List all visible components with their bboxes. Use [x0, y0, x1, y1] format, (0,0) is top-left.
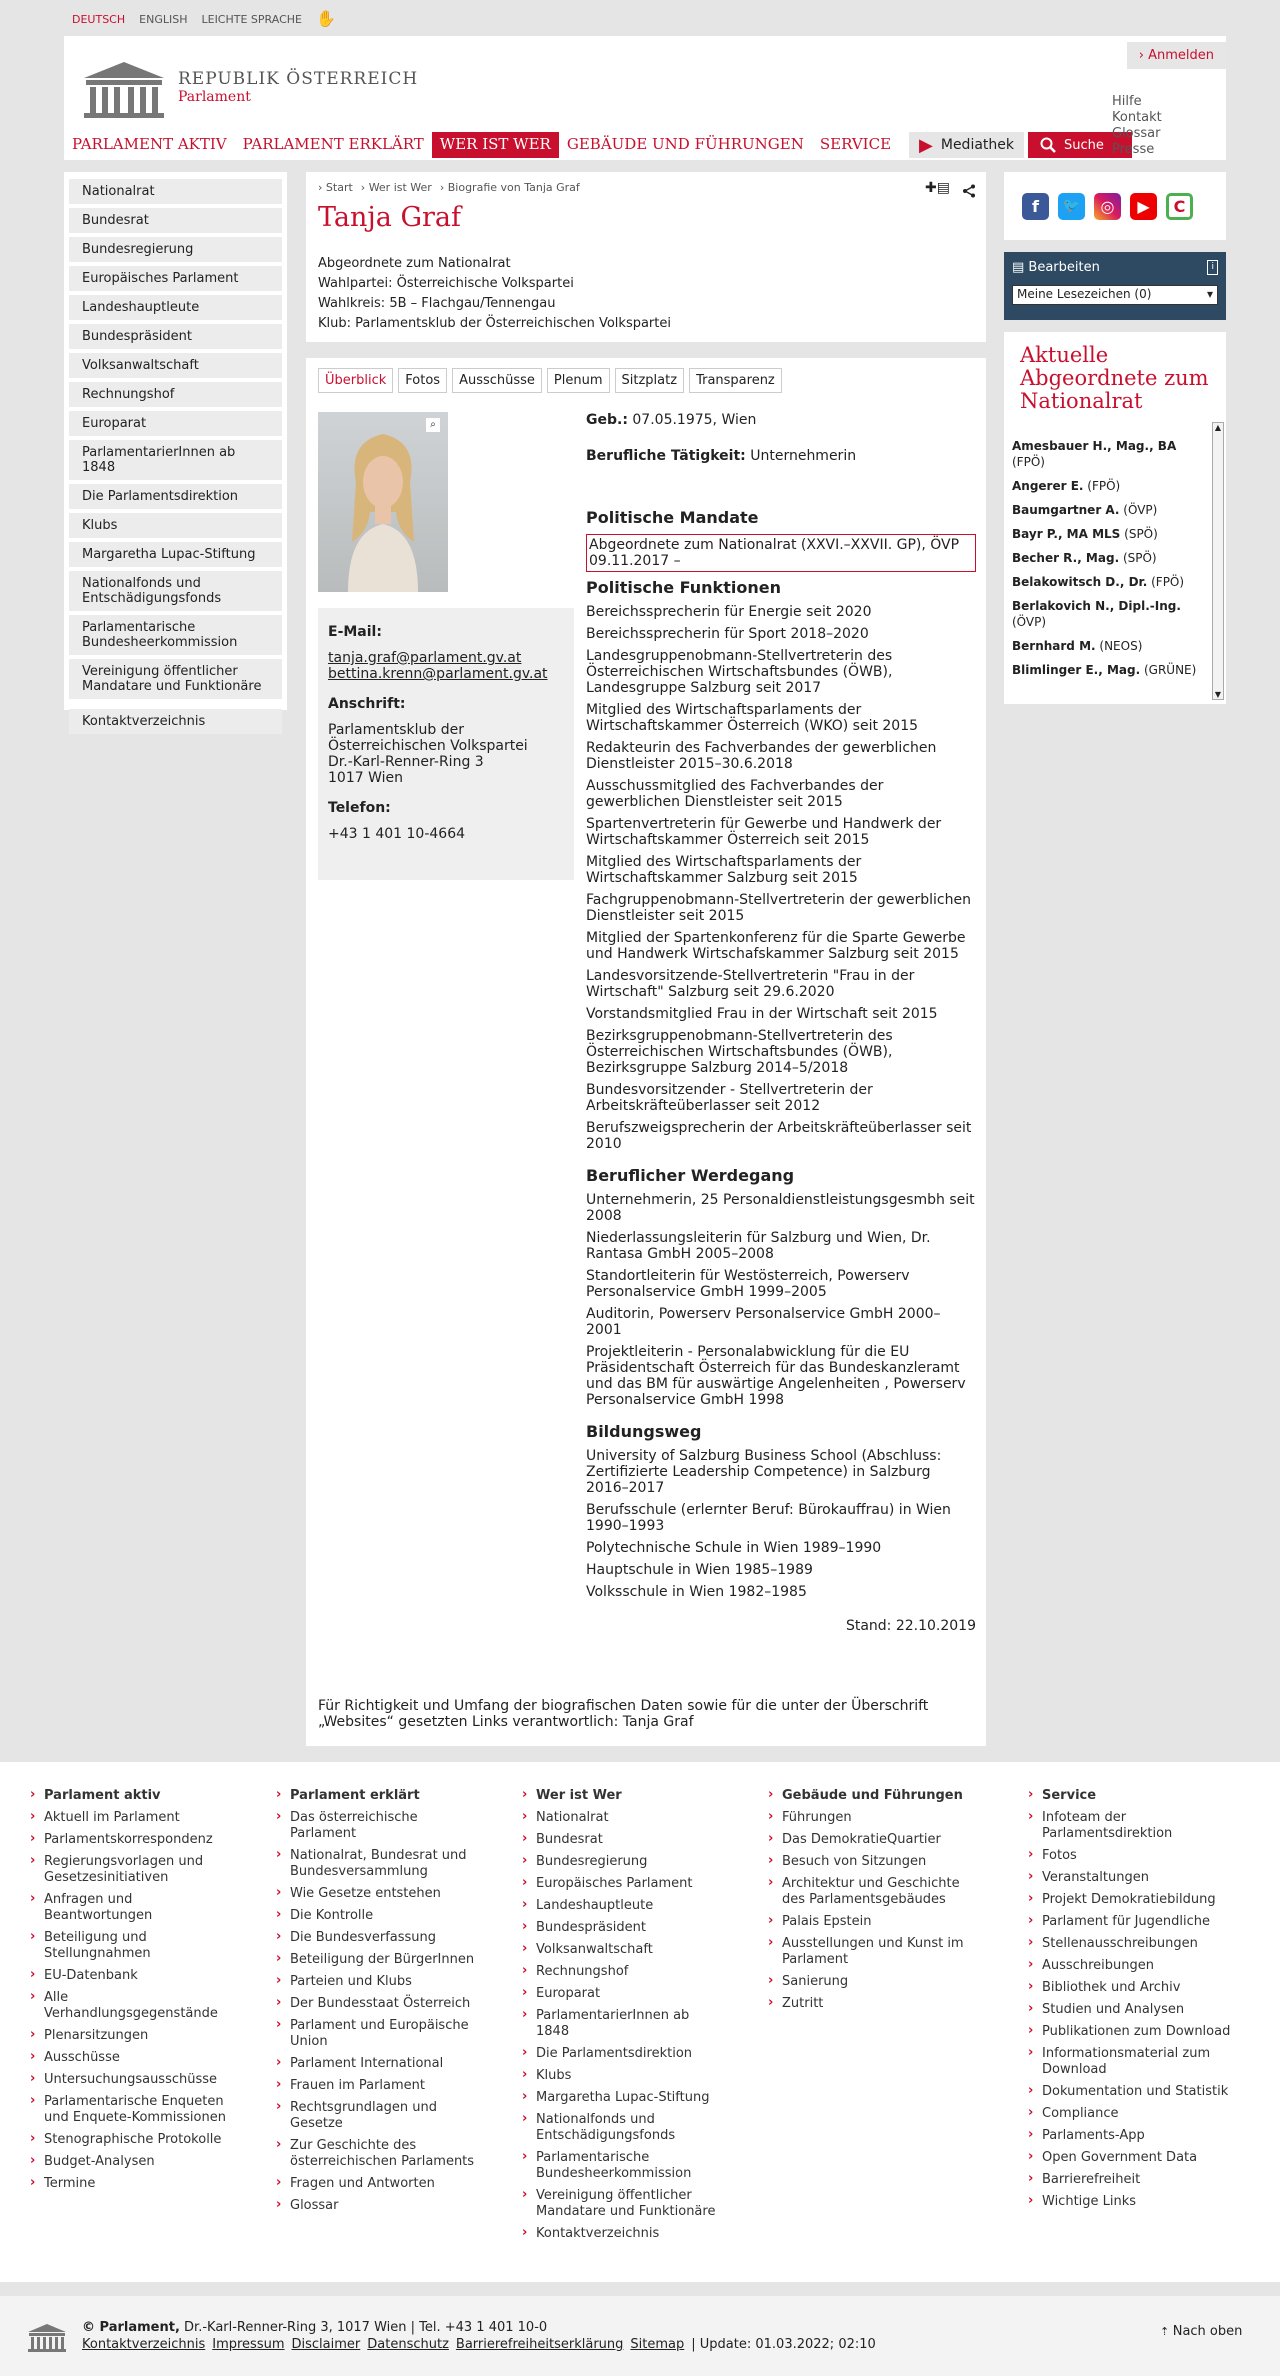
education-item: Volksschule in Wien 1982–1985: [586, 1584, 807, 1600]
footer-link[interactable]: › EU-Datenbank: [30, 1968, 230, 1984]
address-line-2: Dr.-Karl-Renner-Ring 3: [328, 754, 484, 770]
footer-link[interactable]: › Volksanwaltschaft: [522, 1942, 722, 1958]
footer-link[interactable]: › Kontaktverzeichnis: [522, 2226, 722, 2242]
member-item[interactable]: [1012, 638, 1208, 654]
footer-link[interactable]: › Parlamentarische Bundesheerkommission: [522, 2150, 722, 2182]
footer-heading[interactable]: › Gebäude und Führungen: [768, 1788, 978, 1804]
footer-link[interactable]: › Das DemokratieQuartier: [768, 1832, 978, 1848]
footer-link-list: [522, 1810, 722, 2242]
main-content: [306, 358, 986, 1746]
footer-link[interactable]: › Parlament für Jugendliche: [1028, 1914, 1238, 1930]
back-to-top-button[interactable]: [1160, 2324, 1242, 2339]
education-item: Berufsschule (erlernter Beruf: Bürokauffrau) in Wien 1990–1993: [586, 1502, 951, 1534]
sidebar-item-kontaktverzeichnis[interactable]: Kontaktverzeichnis: [69, 709, 282, 734]
career-item: Niederlassungsleiterin für Salzburg und Wien, Dr. Rantasa GmbH 2005–2008: [586, 1230, 931, 1262]
phone-number: +43 1 401 10-4664: [328, 826, 466, 842]
footer-link[interactable]: › Besuch von Sitzungen: [768, 1854, 978, 1870]
sidebar-item-bundesregierung[interactable]: Bundesregierung: [69, 237, 282, 262]
nav-gebaeude-und-fuehrungen[interactable]: GEBÄUDE UND FÜHRUNGEN: [566, 135, 804, 153]
sidebar-item-landeshauptleute[interactable]: Landeshauptleute: [69, 295, 282, 320]
sidebar-item-klubs[interactable]: Klubs: [69, 513, 282, 538]
footer-link[interactable]: › Ausstellungen und Kunst im Parlament: [768, 1936, 978, 1968]
sidebar-item-volksanwaltschaft[interactable]: Volksanwaltschaft: [69, 353, 282, 378]
link-impressum[interactable]: Impressum: [212, 2337, 285, 2352]
sidebar-navigation: [64, 172, 287, 729]
tab-ueberblick[interactable]: Überblick: [318, 368, 393, 393]
instagram-icon[interactable]: ◎: [1094, 193, 1121, 220]
breadcrumb-current-label: Biografie von Tanja Graf: [447, 181, 580, 194]
nav-parlament-erklaert[interactable]: PARLAMENT ERKLÄRT: [242, 135, 424, 153]
function-item: Landesvorsitzende-Stellvertreterin "Frau in der Wirtschaft" Salzburg seit 29.6.2020: [586, 968, 915, 1000]
chevron-down-icon: ▾: [1206, 287, 1213, 301]
footer-link[interactable]: › Anfragen und Beantwortungen: [30, 1892, 230, 1924]
member-name: Belakowitsch D., Dr.: [1012, 575, 1148, 589]
bookmark-add-icon[interactable]: ✚▤: [925, 180, 950, 196]
footer-link[interactable]: › Fragen und Antworten: [276, 2176, 476, 2192]
footer-link[interactable]: › Budget-Analysen: [30, 2154, 230, 2170]
breadcrumb-wer-ist-wer-label: Wer ist Wer: [368, 181, 432, 194]
footer-link[interactable]: › Die Parlamentsdirektion: [522, 2046, 722, 2062]
footer-link[interactable]: › Beteiligung und Stellungnahmen: [30, 1930, 230, 1962]
footer-col-parlament-erklaert: [276, 1788, 476, 2220]
lang-deutsch[interactable]: DEUTSCH: [72, 13, 126, 26]
member-party: (ÖVP): [1012, 615, 1047, 629]
career-item: Standortleiterin für Westösterreich, Powerserv Personalservice GmbH 1999–2005: [586, 1268, 910, 1300]
footer-link[interactable]: › Die Kontrolle: [276, 1908, 476, 1924]
twitter-icon[interactable]: 🐦: [1058, 193, 1085, 220]
sidebar-item-bundesheerkommission[interactable]: Parlamentarische Bundesheerkommission: [69, 615, 282, 655]
contact-box: [318, 608, 574, 880]
sidebar-item-lupac-stiftung[interactable]: Margaretha Lupac-Stiftung: [69, 542, 282, 567]
lang-leichte-sprache[interactable]: LEICHTE SPRACHE: [201, 13, 302, 26]
member-item[interactable]: [1012, 478, 1208, 494]
bookmark-panel: [1004, 252, 1226, 320]
phone-heading: Telefon:: [328, 800, 391, 816]
mandate-heading: Politische Mandate: [586, 508, 759, 527]
education-item: Hauptschule in Wien 1985–1989: [586, 1562, 813, 1578]
footer-link[interactable]: › Infoteam der Parlamentsdirektion: [1028, 1810, 1238, 1842]
youtube-icon[interactable]: ▶: [1130, 193, 1157, 220]
biography: [586, 412, 976, 1634]
parliament-building-icon: [80, 56, 168, 118]
member-name: Berlakovich N., Dipl.-Ing.: [1012, 599, 1181, 613]
sidebar-item-nationalfonds[interactable]: Nationalfonds und Entschädigungsfonds: [69, 571, 282, 611]
link-kontaktverzeichnis[interactable]: Kontaktverzeichnis: [82, 2337, 206, 2352]
tab-ausschuesse[interactable]: Ausschüsse: [452, 368, 542, 393]
footer-address-text: Dr.-Karl-Renner-Ring 3, 1017 Wien | Tel. +43 1 401 10-0: [184, 2320, 548, 2335]
person-role: Abgeordnete zum Nationalrat: [318, 256, 511, 271]
footer-link[interactable]: › Publikationen zum Download: [1028, 2024, 1238, 2040]
footer-link[interactable]: › Aktuell im Parlament: [30, 1810, 230, 1826]
footer-link[interactable]: › Projekt Demokratiebildung: [1028, 1892, 1238, 1908]
member-item[interactable]: [1012, 550, 1208, 566]
footer-link[interactable]: › Compliance: [1028, 2106, 1238, 2122]
link-datenschutz[interactable]: Datenschutz: [367, 2337, 449, 2352]
footer-link-list: [30, 1810, 230, 2192]
footer-link[interactable]: › Parlamentskorrespondenz: [30, 1832, 230, 1848]
footer-link[interactable]: › Zur Geschichte des österreichischen Parlaments: [276, 2138, 476, 2170]
footer-link[interactable]: › Parlament International: [276, 2056, 476, 2072]
career-item: Unternehmerin, 25 Personaldienstleistungsgesmbh seit 2008: [586, 1192, 975, 1224]
footer-heading[interactable]: › Wer ist Wer: [522, 1788, 722, 1804]
edit-label: Bearbeiten: [1028, 260, 1100, 275]
member-party: (ÖVP): [1119, 503, 1158, 517]
member-party: (FPÖ): [1147, 575, 1185, 589]
footer-link[interactable]: › Palais Epstein: [768, 1914, 978, 1930]
footer-link[interactable]: › Wichtige Links: [1028, 2194, 1238, 2210]
language-bar: [72, 9, 336, 28]
footer-link[interactable]: › Vereinigung öffentlicher Mandatare und Funktionäre: [522, 2188, 722, 2220]
job-value: Unternehmerin: [750, 448, 857, 464]
member-name: Amesbauer H., Mag., BA: [1012, 439, 1177, 453]
tab-sitzplatz[interactable]: Sitzplatz: [615, 368, 685, 393]
footer-link[interactable]: › Nationalrat: [522, 1810, 722, 1826]
footer-link[interactable]: › Parlamentarische Enqueten und Enquete-Kommissionen: [30, 2094, 230, 2126]
address-line-1: Parlamentsklub der Österreichischen Volkspartei: [328, 722, 528, 754]
career-list: [586, 1192, 976, 1408]
footer-link[interactable]: › Rechnungshof: [522, 1964, 722, 1980]
link-barrierefreiheit[interactable]: Barrierefreiheitserklärung: [455, 2337, 624, 2352]
footer-link[interactable]: › Bundesrat: [522, 1832, 722, 1848]
mandate-item: Abgeordnete zum Nationalrat (XXVI.–XXVII. GP), ÖVP 09.11.2017 –: [586, 534, 976, 572]
nav-parlament-aktiv[interactable]: PARLAMENT AKTIV: [72, 135, 227, 153]
footer-link[interactable]: › Bibliothek und Archiv: [1028, 1980, 1238, 1996]
member-party: (SPÖ): [1120, 527, 1158, 541]
site-footer: [0, 1762, 1280, 2282]
nav-wer-ist-wer[interactable]: WER IST WER: [432, 132, 559, 158]
education-item: University of Salzburg Business School (Abschluss: Zertifizierte Leadership Competence) in Salzburg 2016–2017: [586, 1448, 942, 1496]
person-facts: [318, 254, 671, 334]
career-item: Projektleiterin - Personalabwicklung für die EU Präsidentschaft Österreich für das Bundeskanzleramt und das BM für auswärtige Angelenheiten , Powerserv Personalservice GmbH 1998: [586, 1344, 966, 1408]
sidebar-item-parlamentarier-ab-1848[interactable]: ParlamentarierInnen ab 1848: [69, 440, 282, 480]
footer-col-wer-ist-wer: [522, 1788, 722, 2248]
footer-legal-links: [82, 2337, 876, 2352]
footer-heading[interactable]: › Service: [1028, 1788, 1238, 1804]
footer-col-gebaeude: [768, 1788, 978, 2018]
scroll-up-icon[interactable]: ▲: [1214, 423, 1222, 432]
sign-language-icon[interactable]: ✋: [315, 9, 336, 28]
mediathek-button[interactable]: [909, 132, 1024, 158]
member-item[interactable]: [1012, 526, 1208, 542]
footer-link[interactable]: › Open Government Data: [1028, 2150, 1238, 2166]
function-item: Fachgruppenobmann-Stellvertreterin der gewerblichen Dienstleister seit 2015: [586, 892, 971, 924]
footer-col-parlament-aktiv: [30, 1788, 230, 2198]
footer-link[interactable]: › Parteien und Klubs: [276, 1974, 476, 1990]
footer-link[interactable]: › Regierungsvorlagen und Gesetzesinitiativen: [30, 1854, 230, 1886]
member-name: Blimlinger E., Mag.: [1012, 663, 1141, 677]
address-heading: Anschrift:: [328, 696, 406, 712]
footer-link[interactable]: › Sanierung: [768, 1974, 978, 1990]
sidebar-item-parlamentsdirektion[interactable]: Die Parlamentsdirektion: [69, 484, 282, 509]
career-item: Auditorin, Powerserv Personalservice GmbH 2000–2001: [586, 1306, 941, 1338]
member-name: Baumgartner A.: [1012, 503, 1120, 517]
mediathek-label: Mediathek: [940, 137, 1014, 153]
bottom-bar: [0, 2296, 1280, 2376]
member-name: Becher R., Mag.: [1012, 551, 1120, 565]
sidebar-item-europarat[interactable]: Europarat: [69, 411, 282, 436]
education-heading: Bildungsweg: [586, 1422, 702, 1441]
birth-value: 07.05.1975, Wien: [632, 412, 757, 428]
footer-org: © Parlament,: [82, 2320, 180, 2335]
career-heading: Beruflicher Werdegang: [586, 1166, 795, 1185]
portrait-photo[interactable]: [318, 412, 448, 592]
member-party: (FPÖ): [1012, 455, 1045, 469]
login-label: Anmelden: [1148, 48, 1214, 63]
tab-fotos[interactable]: Fotos: [398, 368, 447, 393]
footer-link[interactable]: › Parlament und Europäische Union: [276, 2018, 476, 2050]
page-title: Tanja Graf: [318, 202, 462, 233]
functions-heading: Politische Funktionen: [586, 578, 781, 597]
tab-transparenz[interactable]: Transparenz: [689, 368, 782, 393]
link-hilfe[interactable]: Hilfe: [1112, 94, 1142, 109]
chevron-right-icon: ›: [1138, 48, 1149, 63]
nav-service[interactable]: SERVICE: [819, 135, 892, 153]
function-item: Bereichssprecherin für Sport 2018–2020: [586, 626, 869, 642]
bookmark-select[interactable]: [1012, 285, 1218, 305]
footer-link[interactable]: › Plenarsitzungen: [30, 2028, 230, 2044]
member-party: (SPÖ): [1119, 551, 1157, 565]
arrow-up-icon: ⇡: [1160, 2325, 1173, 2338]
edit-icon: ▤: [1012, 260, 1029, 275]
sidebar-item-europaeisches-parlament[interactable]: Europäisches Parlament: [69, 266, 282, 291]
footer-link[interactable]: › Europäisches Parlament: [522, 1876, 722, 1892]
social-media-bar: [1004, 172, 1226, 240]
footer-link[interactable]: › Glossar: [276, 2198, 476, 2214]
member-item[interactable]: [1012, 574, 1208, 590]
footer-link[interactable]: › Nationalrat, Bundesrat und Bundesversammlung: [276, 1848, 476, 1880]
sidebar-item-bundespraesident[interactable]: Bundespräsident: [69, 324, 282, 349]
footer-link[interactable]: › Europarat: [522, 1986, 722, 2002]
function-item: Bundesvorsitzender - Stellvertreterin der Arbeitskräfteüberlasser seit 2012: [586, 1082, 873, 1114]
footer-heading[interactable]: › Parlament aktiv: [30, 1788, 230, 1804]
right-sidebar: [1004, 172, 1226, 704]
footer-link[interactable]: › Untersuchungsausschüsse: [30, 2072, 230, 2088]
back-to-top-label: Nach oben: [1172, 2324, 1243, 2339]
tab-plenum[interactable]: Plenum: [547, 368, 610, 393]
link-presse[interactable]: Presse: [1112, 142, 1155, 157]
footer-link[interactable]: › Fotos: [1028, 1848, 1238, 1864]
person-club: Klub: Parlamentsklub der Österreichischen Volkspartei: [318, 316, 671, 331]
current-members-title: Aktuelle Abgeordnete zum Nationalrat: [1020, 343, 1209, 413]
footer-link[interactable]: › Parlaments-App: [1028, 2128, 1238, 2144]
job-label: Berufliche Tätigkeit:: [586, 448, 746, 464]
member-party: (FPÖ): [1083, 479, 1121, 493]
footer-link[interactable]: › Bundespräsident: [522, 1920, 722, 1936]
birth-label: Geb.:: [586, 412, 628, 428]
member-item[interactable]: [1012, 662, 1208, 678]
footer-link-list: [1028, 1810, 1238, 2210]
footer-link[interactable]: › Margaretha Lupac-Stiftung: [522, 2090, 722, 2106]
education-item: Polytechnische Schule in Wien 1989–1990: [586, 1540, 882, 1556]
edit-button[interactable]: [1012, 260, 1100, 275]
member-name: Bernhard M.: [1012, 639, 1096, 653]
scroll-down-icon[interactable]: ▼: [1214, 690, 1222, 699]
footer-link[interactable]: › Der Bundesstaat Österreich: [276, 1996, 476, 2012]
footer-link[interactable]: › Studien und Analysen: [1028, 2002, 1238, 2018]
footer-link[interactable]: › Stenographische Protokolle: [30, 2132, 230, 2148]
footer-link[interactable]: › Landeshauptleute: [522, 1898, 722, 1914]
footer-link[interactable]: › Alle Verhandlungsgegenstände: [30, 1990, 230, 2022]
footer-link[interactable]: › Klubs: [522, 2068, 722, 2084]
footer-link[interactable]: › Veranstaltungen: [1028, 1870, 1238, 1886]
update-date: | Update: 01.03.2022; 02:10: [691, 2337, 876, 2352]
disclaimer-text: Für Richtigkeit und Umfang der biografischen Daten sowie für die unter der Überschrift „Websites“ gesetzten Links verantwortlich: Tanja Graf: [318, 1698, 929, 1730]
parliament-logo-icon: [26, 2322, 68, 2352]
footer-link[interactable]: › Architektur und Geschichte des Parlamentsgebäudes: [768, 1876, 978, 1908]
footer-link[interactable]: › Führungen: [768, 1810, 978, 1826]
play-icon: ▶: [919, 134, 933, 156]
link-disclaimer[interactable]: Disclaimer: [291, 2337, 361, 2352]
footer-link[interactable]: › Ausschüsse: [30, 2050, 230, 2066]
logo[interactable]: [80, 56, 418, 118]
email-link-1[interactable]: tanja.graf@parlament.gv.at: [328, 650, 522, 666]
footer-col-service: [1028, 1788, 1238, 2216]
link-kontakt[interactable]: Kontakt: [1112, 110, 1162, 125]
app-icon[interactable]: C: [1166, 193, 1193, 220]
members-list: [1012, 438, 1208, 686]
service-links: [1112, 94, 1162, 158]
bookmark-select-value: Meine Lesezeichen (0): [1017, 287, 1152, 301]
profile-header: [306, 172, 986, 342]
function-item: Vorstandsmitglied Frau in der Wirtschaft seit 2015: [586, 1006, 938, 1022]
member-name: Bayr P., MA MLS: [1012, 527, 1121, 541]
education-list: [586, 1448, 976, 1600]
footer-link[interactable]: › Frauen im Parlament: [276, 2078, 476, 2094]
footer-link[interactable]: › Zutritt: [768, 1996, 978, 2012]
function-item: Spartenvertreterin für Gewerbe und Handwerk der Wirtschaftskammer Österreich seit 2015: [586, 816, 942, 848]
footer-link[interactable]: › Wie Gesetze entstehen: [276, 1886, 476, 1902]
footer-link[interactable]: › Bundesregierung: [522, 1854, 722, 1870]
breadcrumb-start-label: Start: [325, 181, 353, 194]
footer-link[interactable]: › Das österreichische Parlament: [276, 1810, 476, 1842]
logo-subtitle: Parlament: [178, 89, 251, 105]
breadcrumb: [318, 181, 580, 194]
footer-link[interactable]: › Beteiligung der BürgerInnen: [276, 1952, 476, 1968]
lang-english[interactable]: ENGLISH: [139, 13, 188, 26]
functions-list: [586, 604, 976, 1152]
member-party: (NEOS): [1095, 639, 1143, 653]
breadcrumb-wer-ist-wer[interactable]: › Wer ist Wer: [360, 181, 432, 194]
member-item[interactable]: [1012, 598, 1208, 630]
function-item: Redakteurin des Fachverbandes der gewerblichen Dienstleister 2015–30.6.2018: [586, 740, 937, 772]
sidebar-item-bundesrat[interactable]: Bundesrat: [69, 208, 282, 233]
footer-link[interactable]: › Rechtsgrundlagen und Gesetze: [276, 2100, 476, 2132]
footer-heading[interactable]: › Parlament erklärt: [276, 1788, 476, 1804]
function-item: Mitglied des Wirtschaftsparlaments der Wirtschaftskammer Österreich (WKO) seit 2015: [586, 702, 919, 734]
breadcrumb-start[interactable]: › Start: [318, 181, 353, 194]
footer-link[interactable]: › ParlamentarierInnen ab 1848: [522, 2008, 722, 2040]
footer-link[interactable]: › Ausschreibungen: [1028, 1958, 1238, 1974]
footer-link[interactable]: › Die Bundesverfassung: [276, 1930, 476, 1946]
main-navigation: [64, 132, 1132, 158]
function-item: Landesgruppenobmann-Stellvertreterin des Österreichischen Wirtschaftsbundes (ÖWB), Landesgruppe Salzburg seit 2017: [586, 648, 893, 696]
breadcrumb-current: › Biografie von Tanja Graf: [439, 181, 580, 194]
function-item: Bereichssprecherin für Energie seit 2020: [586, 604, 872, 620]
share-icon[interactable]: [962, 184, 976, 198]
member-party: (GRÜNE): [1140, 663, 1197, 677]
footer-link[interactable]: › Stellenausschreibungen: [1028, 1936, 1238, 1952]
link-sitemap[interactable]: Sitemap: [630, 2337, 685, 2352]
footer-link-list: [768, 1810, 978, 2012]
member-name: Angerer E.: [1012, 479, 1084, 493]
info-icon[interactable]: i: [1207, 260, 1218, 275]
function-item: Bezirksgruppenobmann-Stellvertreterin des Österreichischen Wirtschaftsbundes (ÖWB), Bezirksgruppe Salzburg 2014–5/2018: [586, 1028, 893, 1076]
tab-bar: [318, 368, 782, 393]
sidebar-item-rechnungshof[interactable]: Rechnungshof: [69, 382, 282, 407]
facebook-icon[interactable]: f: [1022, 193, 1049, 220]
search-label: Suche: [1064, 137, 1104, 153]
stand-date: Stand: 22.10.2019: [845, 1618, 976, 1634]
site-header: [64, 36, 1226, 160]
member-item[interactable]: [1012, 502, 1208, 518]
footer-link-list: [276, 1810, 476, 2214]
member-item[interactable]: [1012, 438, 1208, 470]
function-item: Mitglied des Wirtschaftsparlaments der Wirtschaftskammer Salzburg seit 2015: [586, 854, 862, 886]
function-item: Berufszweigsprecherin der Arbeitskräfteüberlasser seit 2010: [586, 1120, 972, 1152]
function-item: Ausschussmitglied des Fachverbandes der gewerblichen Dienstleister seit 2015: [586, 778, 884, 810]
footer-link[interactable]: › Nationalfonds und Entschädigungsfonds: [522, 2112, 722, 2144]
current-members-panel: [1004, 332, 1226, 704]
members-scrollbar[interactable]: [1212, 422, 1224, 700]
footer-link[interactable]: › Termine: [30, 2176, 230, 2192]
footer-link[interactable]: › Barrierefreiheit: [1028, 2172, 1238, 2188]
sidebar-item-vereinigung-mandatare[interactable]: Vereinigung öffentlicher Mandatare und Funktionäre: [69, 659, 282, 699]
person-party: Wahlpartei: Österreichische Volkspartei: [318, 276, 574, 291]
sidebar-item-nationalrat[interactable]: Nationalrat: [69, 179, 282, 204]
footer-address: [82, 2320, 547, 2335]
function-item: Mitglied der Spartenkonferenz für die Sparte Gewerbe und Handwerk Wirtschafskammer Salzburg seit 2015: [586, 930, 966, 962]
search-icon: [1040, 137, 1056, 153]
link-glossar[interactable]: Glossar: [1112, 126, 1161, 141]
person-district: Wahlkreis: 5B – Flachgau/Tennengau: [318, 296, 556, 311]
footer-link[interactable]: › Informationsmaterial zum Download: [1028, 2046, 1238, 2078]
zoom-icon[interactable]: ⌕: [426, 418, 440, 432]
footer-link[interactable]: › Dokumentation und Statistik: [1028, 2084, 1238, 2100]
login-button[interactable]: [1127, 42, 1226, 69]
address-line-3: 1017 Wien: [328, 770, 403, 786]
portrait-illustration: [318, 412, 448, 592]
email-heading: E-Mail:: [328, 624, 382, 640]
logo-title: REPUBLIK ÖSTERREICH: [178, 69, 419, 89]
email-link-2[interactable]: bettina.krenn@parlament.gv.at: [328, 666, 548, 682]
